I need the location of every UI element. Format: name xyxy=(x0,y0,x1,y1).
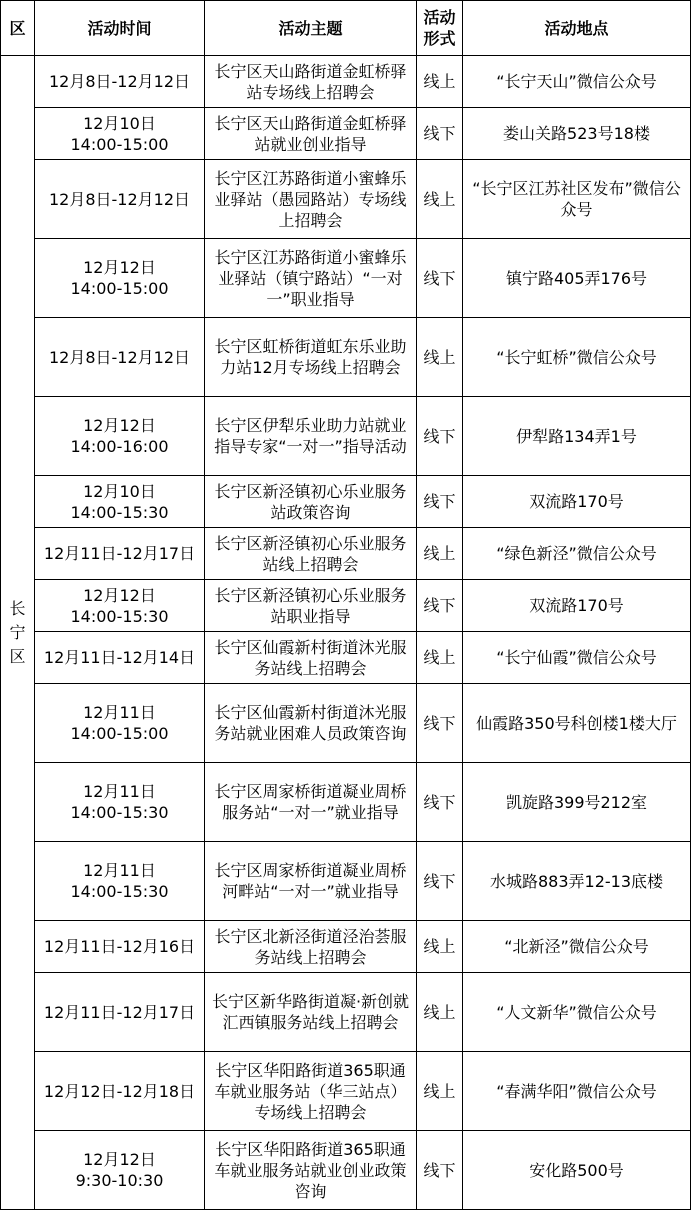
topic-cell: 长宁区江苏路街道小蜜蜂乐业驿站（镇宁路站）“一对一”职业指导 xyxy=(205,239,417,318)
location-cell: 水城路883弄12-13底楼 xyxy=(463,842,691,921)
location-cell: “长宁区江苏社区发布”微信公众号 xyxy=(463,160,691,239)
location-cell: “绿色新泾”微信公众号 xyxy=(463,528,691,580)
topic-cell: 长宁区伊犁乐业助力站就业指导专家“一对一”指导活动 xyxy=(205,397,417,476)
time-cell: 12月11日-12月14日 xyxy=(35,632,205,684)
location-cell: 伊犁路134弄1号 xyxy=(463,397,691,476)
table-row xyxy=(1,476,691,528)
table-row xyxy=(1,684,691,763)
topic-cell: 长宁区华阳路街道365职通车就业服务站（华三站点）专场线上招聘会 xyxy=(205,1052,417,1131)
topic-cell: 长宁区天山路街道金虹桥驿站专场线上招聘会 xyxy=(205,56,417,108)
form-cell: 线下 xyxy=(417,580,463,632)
time-cell: 12月11日-12月17日 xyxy=(35,973,205,1052)
table-row xyxy=(1,56,691,108)
topic-cell: 长宁区周家桥街道凝业周桥河畔站“一对一”就业指导 xyxy=(205,842,417,921)
form-cell: 线上 xyxy=(417,921,463,973)
topic-cell: 长宁区虹桥街道虹东乐业助力站12月专场线上招聘会 xyxy=(205,318,417,397)
time-cell: 12月8日-12月12日 xyxy=(35,318,205,397)
time-cell: 12月12日 9:30-10:30 xyxy=(35,1131,205,1210)
form-cell: 线上 xyxy=(417,160,463,239)
time-cell: 12月8日-12月12日 xyxy=(35,56,205,108)
form-cell: 线上 xyxy=(417,632,463,684)
table-row xyxy=(1,239,691,318)
topic-cell: 长宁区江苏路街道小蜜蜂乐业驿站（愚园路站）专场线上招聘会 xyxy=(205,160,417,239)
topic-cell: 长宁区新泾镇初心乐业服务站政策咨询 xyxy=(205,476,417,528)
form-cell: 线上 xyxy=(417,318,463,397)
location-cell: 安化路500号 xyxy=(463,1131,691,1210)
location-cell: 镇宁路405弄176号 xyxy=(463,239,691,318)
time-cell: 12月12日-12月18日 xyxy=(35,1052,205,1131)
table-row xyxy=(1,973,691,1052)
header-location: 活动地点 xyxy=(463,1,691,56)
time-cell: 12月12日 14:00-15:30 xyxy=(35,580,205,632)
time-cell: 12月11日 14:00-15:00 xyxy=(35,684,205,763)
location-cell: “长宁虹桥”微信公众号 xyxy=(463,318,691,397)
location-cell: “春满华阳”微信公众号 xyxy=(463,1052,691,1131)
topic-cell: 长宁区新泾镇初心乐业服务站线上招聘会 xyxy=(205,528,417,580)
table-row xyxy=(1,632,691,684)
form-cell: 线下 xyxy=(417,476,463,528)
form-cell: 线下 xyxy=(417,1131,463,1210)
time-cell: 12月11日-12月17日 xyxy=(35,528,205,580)
location-cell: “北新泾”微信公众号 xyxy=(463,921,691,973)
location-cell: 双流路170号 xyxy=(463,580,691,632)
time-cell: 12月10日 14:00-15:30 xyxy=(35,476,205,528)
location-cell: 双流路170号 xyxy=(463,476,691,528)
table-row xyxy=(1,763,691,842)
table-row xyxy=(1,1131,691,1210)
topic-cell: 长宁区仙霞新村街道沐光服务站线上招聘会 xyxy=(205,632,417,684)
header-form: 活动 形式 xyxy=(417,1,463,56)
topic-cell: 长宁区天山路街道金虹桥驿站就业创业指导 xyxy=(205,108,417,160)
form-cell: 线上 xyxy=(417,1052,463,1131)
header-topic: 活动主题 xyxy=(205,1,417,56)
time-cell: 12月11日 14:00-15:30 xyxy=(35,763,205,842)
topic-cell: 长宁区新泾镇初心乐业服务站职业指导 xyxy=(205,580,417,632)
district-cell xyxy=(1,56,35,1210)
form-cell: 线上 xyxy=(417,973,463,1052)
time-cell: 12月12日 14:00-16:00 xyxy=(35,397,205,476)
time-cell: 12月10日 14:00-15:00 xyxy=(35,108,205,160)
table-row xyxy=(1,842,691,921)
topic-cell: 长宁区仙霞新村街道沐光服务站就业困难人员政策咨询 xyxy=(205,684,417,763)
table-row xyxy=(1,160,691,239)
table-row xyxy=(1,921,691,973)
time-cell: 12月12日 14:00-15:00 xyxy=(35,239,205,318)
district-label: 长宁区 xyxy=(9,598,26,666)
table-row xyxy=(1,108,691,160)
location-cell: “人文新华”微信公众号 xyxy=(463,973,691,1052)
topic-cell: 长宁区新华路街道凝·新创就汇西镇服务站线上招聘会 xyxy=(205,973,417,1052)
topic-cell: 长宁区周家桥街道凝业周桥服务站“一对一”就业指导 xyxy=(205,763,417,842)
form-cell: 线下 xyxy=(417,842,463,921)
location-cell: “长宁仙霞”微信公众号 xyxy=(463,632,691,684)
location-cell: 仙霞路350号科创楼1楼大厅 xyxy=(463,684,691,763)
location-cell: 娄山关路523号18楼 xyxy=(463,108,691,160)
form-cell: 线下 xyxy=(417,397,463,476)
time-cell: 12月8日-12月12日 xyxy=(35,160,205,239)
header-time: 活动时间 xyxy=(35,1,205,56)
table-body xyxy=(1,56,691,1210)
form-cell: 线下 xyxy=(417,239,463,318)
topic-cell: 长宁区北新泾街道泾治荟服务站线上招聘会 xyxy=(205,921,417,973)
header-district: 区 xyxy=(1,1,35,56)
form-cell: 线下 xyxy=(417,763,463,842)
table-row xyxy=(1,1052,691,1131)
form-cell: 线上 xyxy=(417,56,463,108)
time-cell: 12月11日 14:00-15:30 xyxy=(35,842,205,921)
table-row xyxy=(1,580,691,632)
table-row xyxy=(1,528,691,580)
topic-cell: 长宁区华阳路街道365职通车就业服务站就业创业政策咨询 xyxy=(205,1131,417,1210)
table-row xyxy=(1,397,691,476)
form-cell: 线下 xyxy=(417,108,463,160)
location-cell: “长宁天山”微信公众号 xyxy=(463,56,691,108)
form-cell: 线上 xyxy=(417,528,463,580)
table-row xyxy=(1,318,691,397)
header-row xyxy=(1,1,691,56)
time-cell: 12月11日-12月16日 xyxy=(35,921,205,973)
form-cell: 线下 xyxy=(417,684,463,763)
location-cell: 凯旋路399号212室 xyxy=(463,763,691,842)
